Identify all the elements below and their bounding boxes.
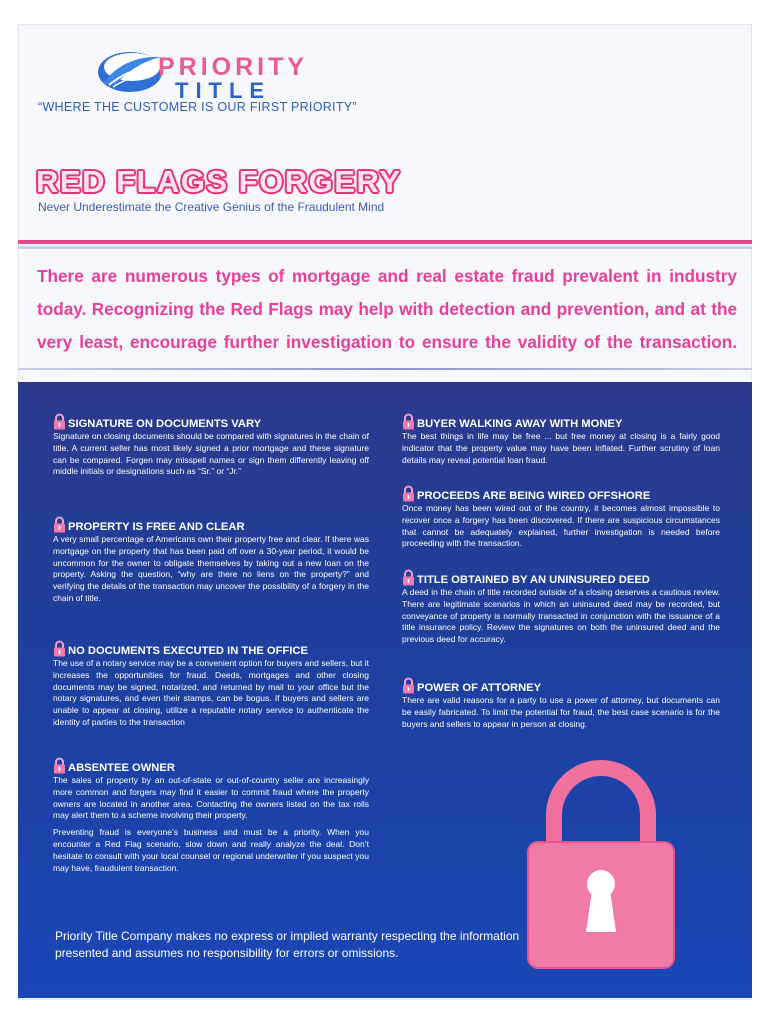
padlock-icon <box>53 516 66 533</box>
padlock-icon <box>53 413 66 430</box>
swoosh-logo-icon <box>95 45 165 95</box>
padlock-icon <box>53 640 66 657</box>
divider-light <box>18 246 752 249</box>
section-free-and-clear <box>53 516 369 605</box>
divider-pink <box>18 240 752 244</box>
brand-name-line2: TITLE <box>175 78 272 103</box>
section-body: Signature on closing documents should be compared with signatures in the chain of title. A current seller has most likely signed a prior mortgage and these signature can be compared. Forgen may misspell names or sign them differently leaving off middle initials or designations such as “Sr.” or “Jr.” <box>53 431 369 477</box>
section-heading: PROCEEDS ARE BEING WIRED OFFSHORE <box>417 490 651 502</box>
section-heading: SIGNATURE ON DOCUMENTS VARY <box>68 418 262 430</box>
section-body: A deed in the chain of title recorded outside of a closing deserves a cautious review. There are legitimate scenarios in which an uninsured deed may be recorded, but conveyance of property is normally transacted in conjunction with the issuance of a title insurance policy. Review the signatures on both the uninsured deed and the previous deed for accuracy. <box>402 587 720 645</box>
brand-name-line1: PRIORITY <box>158 53 309 81</box>
disclaimer-text: Priority Title Company makes no express or implied warranty respecting the information presented and assumes no responsibility for errors or omissions. <box>55 929 520 960</box>
section-body: A very small percentage of Americans own their property free and clear. If there was mortgage on the property that has been paid off over a 30-year period, it would be uncommon for the owner to obligate themselves by taking out a new loan on the property. Asking the question, “why are there no liens on the property?” and verifying the details of the transaction may uncover the possibility of a forgery in the chain of title. <box>53 534 369 603</box>
section-heading: ABSENTEE OWNER <box>68 762 175 774</box>
section-uninsured-deed <box>402 569 720 646</box>
section-heading: NO DOCUMENTS EXECUTED IN THE OFFICE <box>68 645 308 657</box>
section-body: The use of a notary service may be a convenient option for buyers and sellers, but it increases the opportunities for fraud. Deeds, mortgages and other closing documents may be signed, notarized, and returned by mail to your office but the notary signatures, and even their stamps, can be bogus. If buyers and sellers are unable to appear at closing, utilize a reputable notary service to authenticate the identity of parties to the transaction <box>53 658 369 727</box>
section-buyer-walking-away <box>402 413 720 466</box>
divider-gradient <box>18 368 752 370</box>
section-power-of-attorney <box>402 677 720 730</box>
section-absentee-owner <box>53 757 369 874</box>
large-padlock-icon <box>524 760 678 970</box>
section-wired-offshore <box>402 485 720 550</box>
document-subtitle: Never Underestimate the Creative Genius of the Fraudulent Mind <box>38 200 385 214</box>
padlock-icon <box>402 569 415 586</box>
section-body-2: Preventing fraud is everyone’s business and must be a priority. When you encounter a Red Flag scenario, slow down and really analyze the deal. Don’t hesitate to consult with your local counsel or regional underwriter if you suspect you may have, fraudulent transaction. <box>53 827 369 873</box>
section-heading: POWER OF ATTORNEY <box>417 682 542 694</box>
section-heading: BUYER WALKING AWAY WITH MONEY <box>417 418 623 430</box>
padlock-icon <box>53 757 66 774</box>
section-signature <box>53 413 369 478</box>
section-body: Once money has been wired out of the country, it becomes almost impossible to recover once a forgery has been discovered. If there are suspicious circumstances that cannot be adequately explained, further investigation is needed before proceeding with the transaction. <box>402 503 720 549</box>
section-body: There are valid reasons for a party to use a power of attorney, but documents can be easily fabricated. To limit the potential for fraud, the best case scenario is for the buyers and sellers to appear in person at closing. <box>402 695 720 729</box>
section-body: The best things in life may be free ... but free money at closing is a fairly good indicator that the property value may have been inflated. Further scrutiny of loan details may reveal potential loan fraud. <box>402 431 720 465</box>
document-title: RED FLAGS FORGERY <box>36 164 402 199</box>
section-heading: TITLE OBTAINED BY AN UNINSURED DEED <box>417 574 650 586</box>
section-heading: PROPERTY IS FREE AND CLEAR <box>68 521 245 533</box>
section-no-documents <box>53 640 369 729</box>
padlock-icon <box>402 677 415 694</box>
padlock-icon <box>402 485 415 502</box>
padlock-icon <box>402 413 415 430</box>
brand-tagline: “WHERE THE CUSTOMER IS OUR FIRST PRIORITY” <box>38 100 357 114</box>
intro-paragraph: There are numerous types of mortgage and real estate fraud prevalent in industry today. Recognizing the Red Flags may help with detection and prevention, and at the very least, encourage further investigation to ensure the validity of the transaction. <box>37 266 737 352</box>
section-body: The sales of property by an out-of-state or out-of-country seller are increasingly more common and forgers may find it easier to commit fraud where the property owners are located in another area. Contacting the owners listed on the tax rolls may alert them to a scheme involving their property. <box>53 775 369 821</box>
